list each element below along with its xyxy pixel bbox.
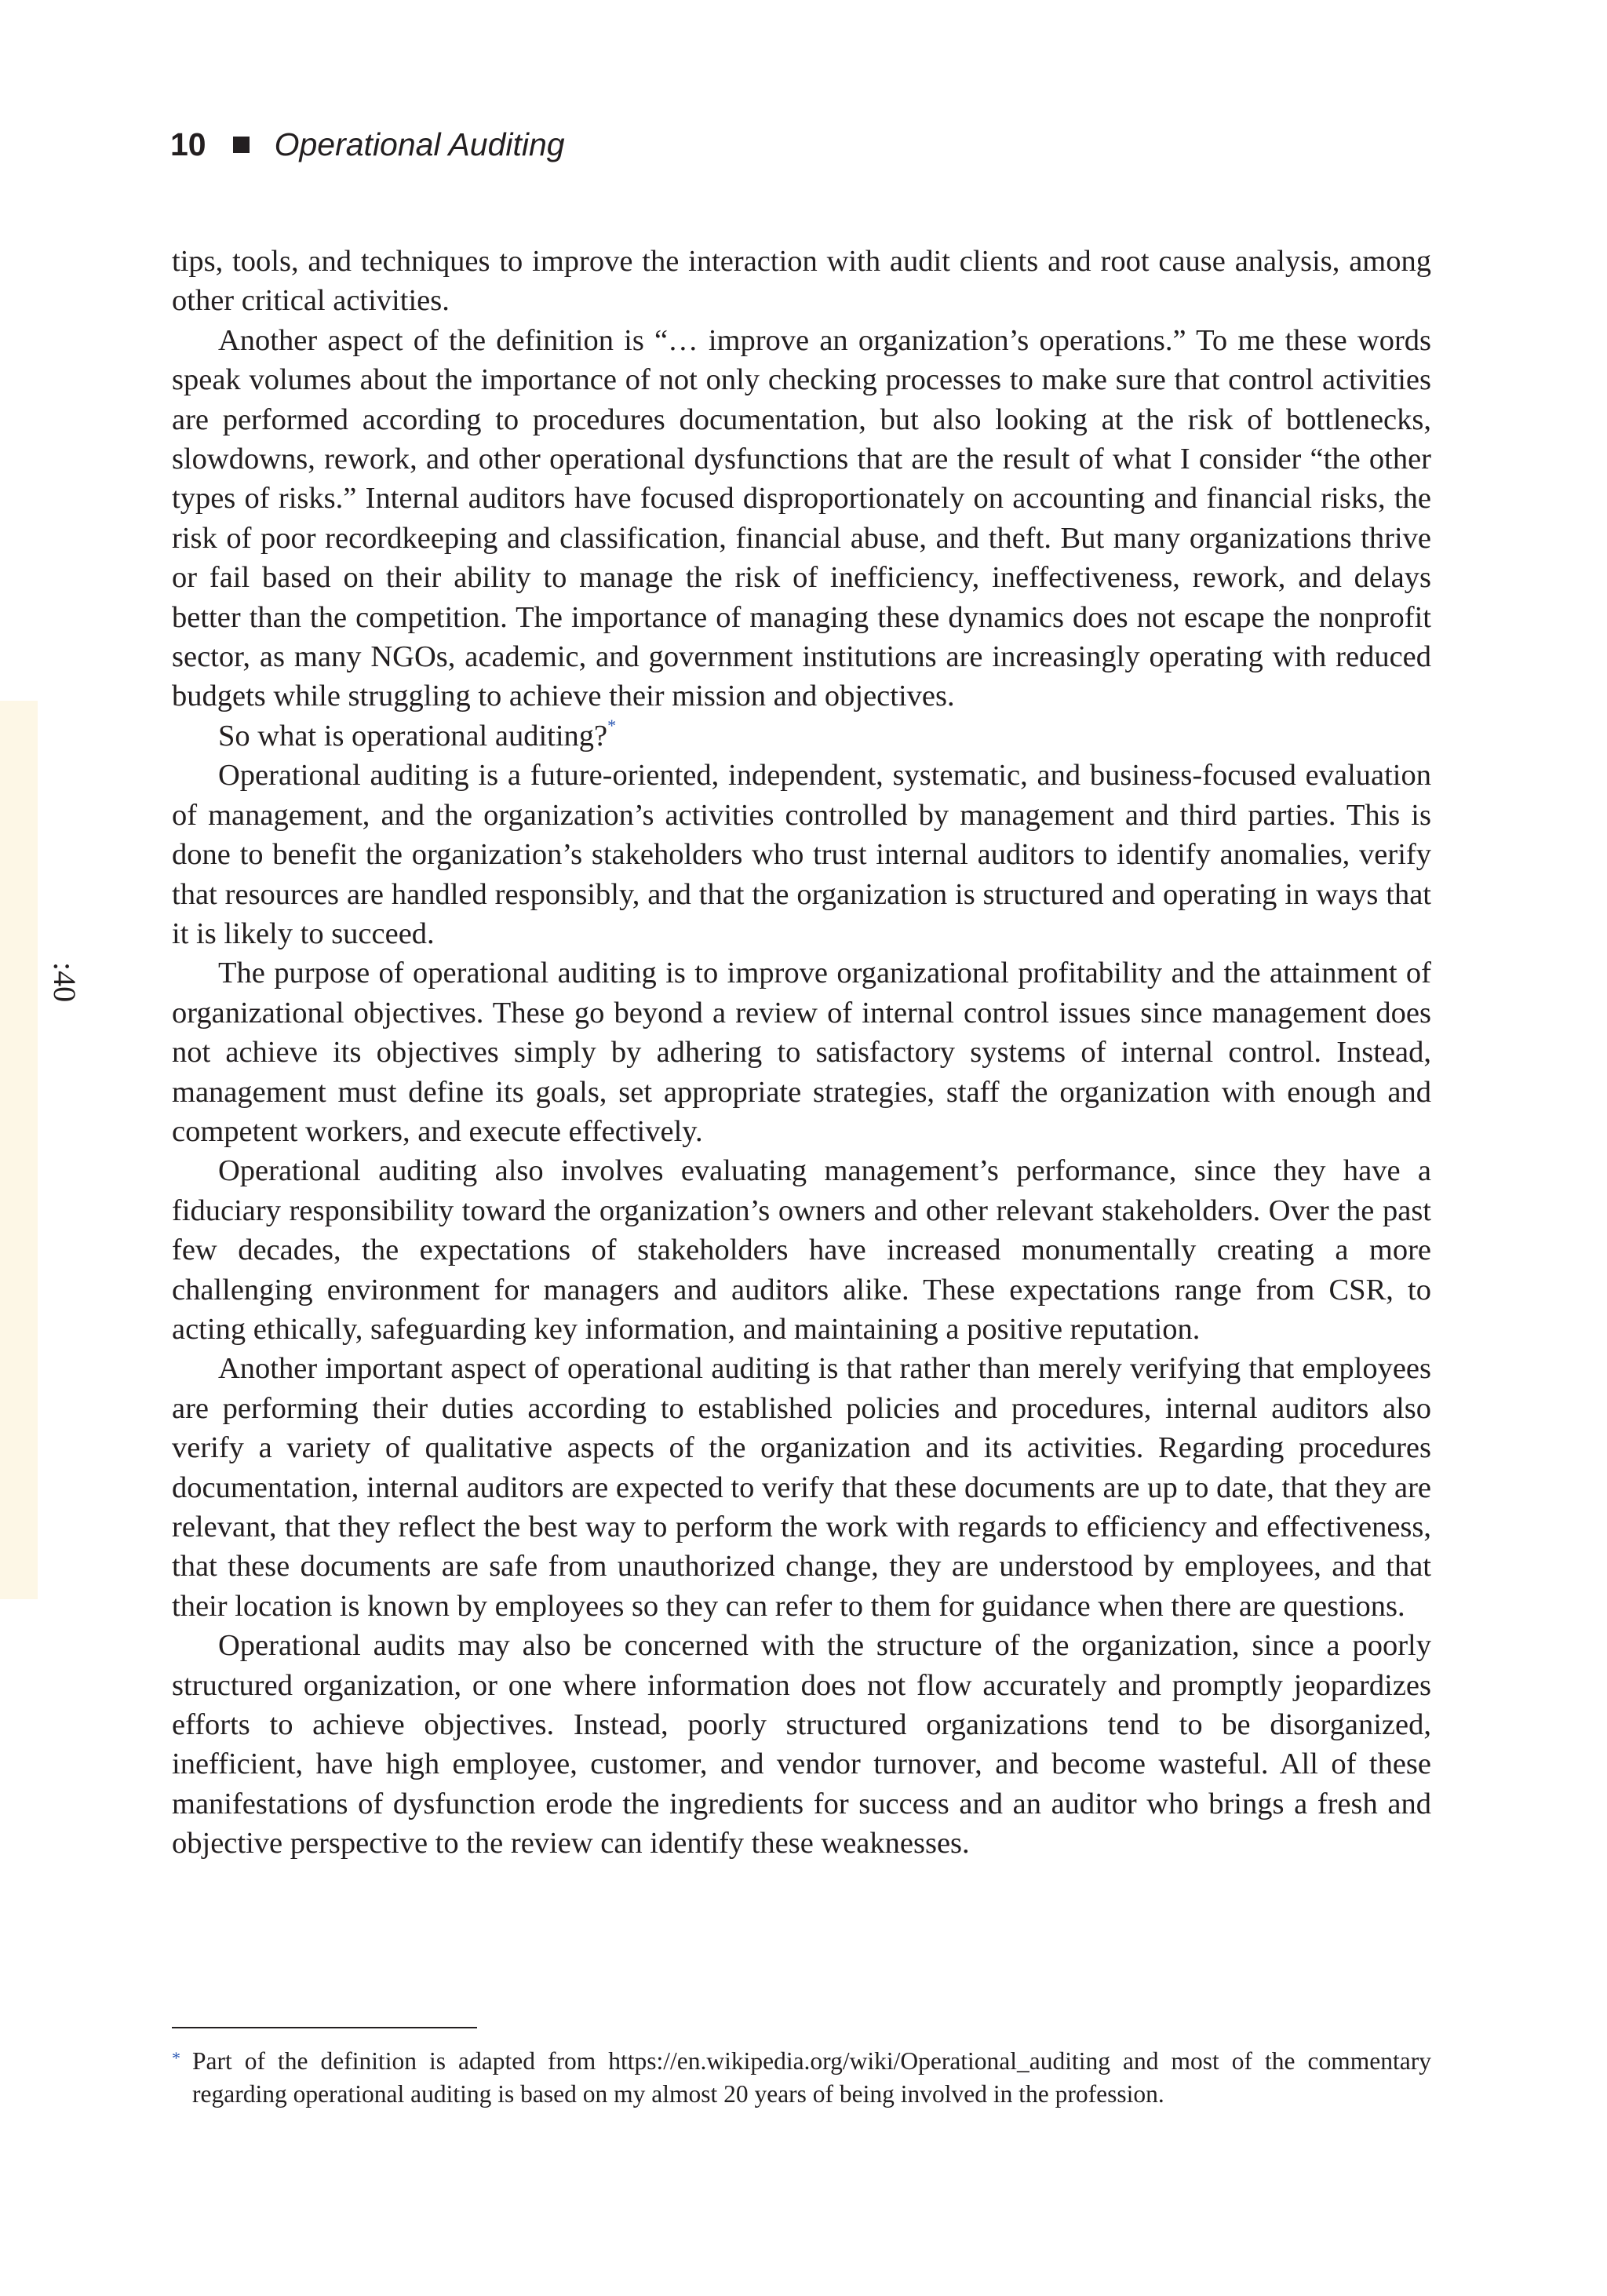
page-number: 10 — [170, 126, 206, 162]
paragraph: Operational auditing also involves evaluating management’s performance, since they have a fiduciary responsibility toward the organization’s owners and other relevant stakeholders. Over the past few decades, the expectations of stakeholders have increased monumentally creating a more challenging environment for managers and auditors alike. These expectations range from CSR, to acting ethically, safeguarding key information, and maintaining a positive reputation. — [172, 1154, 1431, 1346]
body-text — [172, 242, 1431, 1864]
running-head — [170, 122, 565, 166]
paragraph: The purpose of operational auditing is to improve organizational profitability and the attainment of organizational objectives. These go beyond a review of internal control issues since management does not achieve its objectives simply by adhering to satisfactory systems of internal control. Instead, management must define its goals, set appropriate strategies, staff the organization with enough and competent workers, and execute effectively. — [172, 957, 1431, 1148]
margin-highlight-strip — [0, 701, 38, 1599]
paragraph-text: So what is operational auditing? — [218, 719, 608, 753]
paragraph: Operational auditing is a future-oriented, independent, systematic, and business-focused evaluation of management, and the organization’s activities controlled by management and third parties. This is done to benefit the organization’s stakeholders who trust internal auditors to identify anomalies, verify that resources are handled responsibly, and that the organization is structured and operating in ways that it is likely to succeed. — [172, 759, 1431, 950]
footnote-marker: * — [172, 2048, 180, 2068]
paragraph: tips, tools, and techniques to improve the interaction with audit clients and root cause analysis, among other critical activities. — [172, 245, 1431, 318]
footnote-text: Part of the definition is adapted from https://en.wikipedia.org/wiki/Operational_auditing and most of the commentary regarding operational auditing is based on my almost 20 years of being involved in the profession. — [192, 2047, 1431, 2108]
margin-label: :40 — [47, 962, 82, 1003]
paragraph: Operational audits may also be concerned with the structure of the organization, since a poorly structured organization, or one where information does not flow accurately and promptly jeopardizes efforts to achieve objectives. Instead, poorly structured organizations tend to be disorganized, inefficient, have high employee, customer, and vendor turnover, and become wasteful. All of these manifestations of dysfunction erode the ingredients for success and an auditor who brings a fresh and objective perspective to the review can identify these weaknesses. — [172, 1629, 1431, 1860]
square-separator-icon — [233, 137, 250, 153]
paragraph: Another important aspect of operational auditing is that rather than merely verifying that employees are performing their duties according to established policies and procedures, internal auditors also verify a variety of qualitative aspects of the organization and its activities. Regarding procedures documentation, internal auditors are expected to verify that these documents are up to date, that they are relevant, that they reflect the best way to perform the work with regards to efficiency and effectiveness, that these documents are safe from unauthorized change, they are understood by employees, and that their location is known by employees so they can refer to them for guidance when there are questions. — [172, 1352, 1431, 1623]
paragraph: Another aspect of the definition is “… improve an organization’s operations.” To me these words speak volumes about the importance of not only checking processes to make sure that control activities are performed according to procedures documentation, but also looking at the risk of bottlenecks, slowdowns, rework, and other operational dysfunctions that are the result of what I consider “the other types of risks.” Internal auditors have focused disproportionately on accounting and financial risks, the risk of poor recordkeeping and classification, financial abuse, and theft. But many organizations thrive or fail based on their ability to manage the risk of inefficiency, ineffectiveness, rework, and delays better than the competition. The importance of managing these dynamics does not escape the nonprofit sector, as many NGOs, academic, and government institutions are increasingly operating with reduced budgets while struggling to achieve their mission and objectives. — [172, 323, 1431, 713]
footnote-reference-link[interactable]: * — [607, 715, 617, 735]
footnote — [172, 2045, 1431, 2111]
footnote-divider — [172, 2027, 477, 2028]
book-title: Operational Auditing — [274, 126, 565, 162]
paragraph — [172, 716, 1431, 756]
